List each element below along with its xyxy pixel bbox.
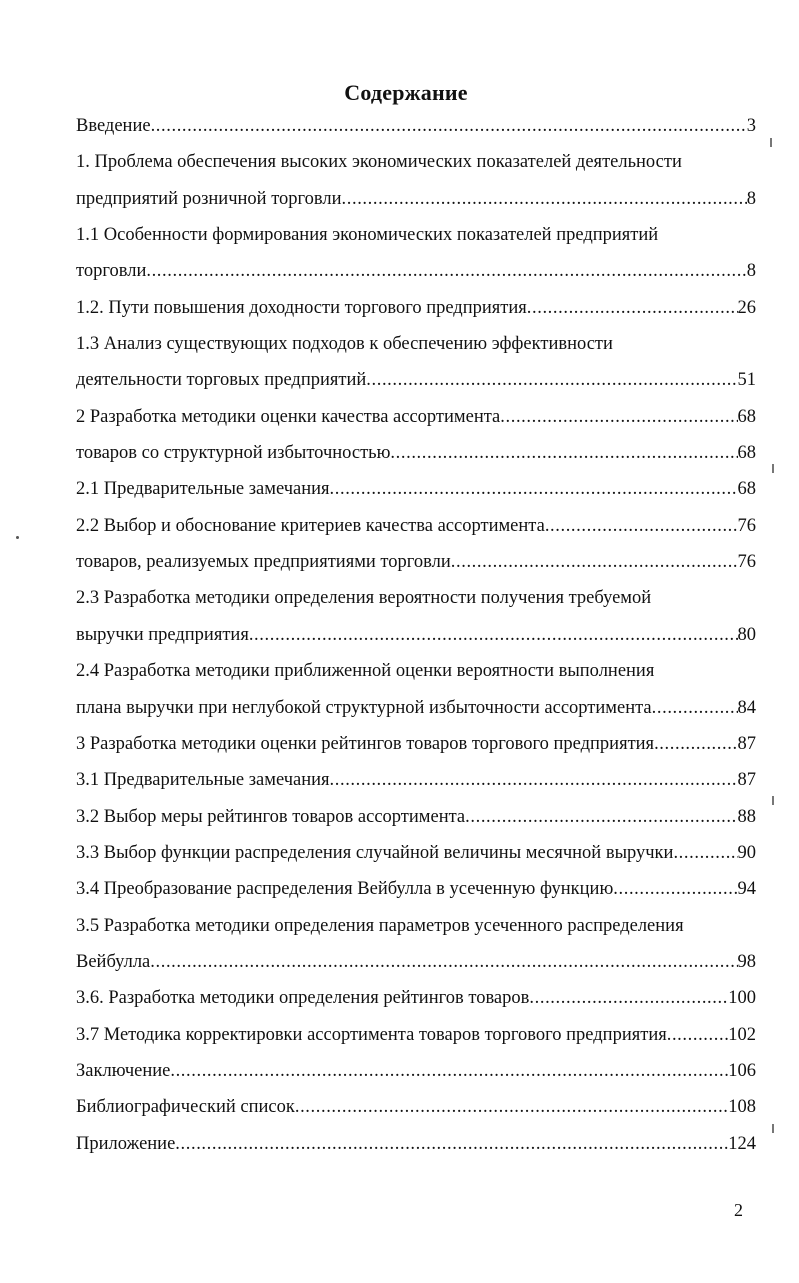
scan-mark bbox=[16, 536, 19, 539]
toc-entry-text: Вейбулла bbox=[76, 951, 151, 972]
dot-leader bbox=[529, 980, 728, 1016]
toc-entry-line bbox=[76, 653, 756, 689]
toc-entry-line bbox=[76, 290, 756, 326]
toc-entry-text: 3.4 Преобразование распределения Вейбулла в усеченную функцию bbox=[76, 879, 614, 900]
toc-entry-text: 3 Разработка методики оценки рейтингов товаров торгового предприятия bbox=[76, 733, 655, 754]
toc-page-number: 88 bbox=[737, 806, 756, 827]
toc-entry-text: торговли bbox=[76, 261, 147, 282]
toc-entry-line bbox=[76, 944, 756, 980]
toc-entry-text: Приложение bbox=[76, 1133, 176, 1154]
toc-page-number: 98 bbox=[737, 951, 756, 972]
toc-entry-line bbox=[76, 362, 756, 398]
scan-mark bbox=[772, 796, 774, 805]
toc-entry-text: 3.5 Разработка методики определения параметров усеченного распределения bbox=[76, 915, 684, 936]
toc-entry-line bbox=[76, 326, 756, 362]
dot-leader bbox=[652, 690, 738, 726]
toc-entry-line bbox=[76, 144, 756, 180]
toc-page-number: 68 bbox=[737, 479, 756, 500]
dot-leader bbox=[527, 290, 738, 326]
toc-page-number: 102 bbox=[728, 1024, 756, 1045]
dot-leader bbox=[366, 362, 737, 398]
toc-entry-line bbox=[76, 471, 756, 507]
toc-entry-text: товаров, реализуемых предприятиями торговли bbox=[76, 552, 451, 573]
toc-entry-line bbox=[76, 217, 756, 253]
toc-entry-line bbox=[76, 435, 756, 471]
toc-page-number: 100 bbox=[728, 988, 756, 1009]
scan-mark bbox=[772, 464, 774, 473]
toc-entry-text: 2.1 Предварительные замечания bbox=[76, 479, 330, 500]
dot-leader bbox=[451, 544, 738, 580]
toc-entry-line bbox=[76, 908, 756, 944]
toc-entry-line bbox=[76, 253, 756, 289]
toc-entry-text: Заключение bbox=[76, 1060, 171, 1081]
toc-page-number: 108 bbox=[728, 1097, 756, 1118]
toc-entry-line bbox=[76, 726, 756, 762]
toc-entry-text: 1.2. Пути повышения доходности торгового предприятия bbox=[76, 297, 527, 318]
toc-page-number: 68 bbox=[737, 443, 756, 464]
dot-leader bbox=[295, 1089, 728, 1125]
dot-leader bbox=[330, 471, 738, 507]
toc-entry-text: 3.2 Выбор меры рейтингов товаров ассортимента bbox=[76, 806, 466, 827]
toc-page-number: 90 bbox=[737, 842, 756, 863]
toc-entry-text: 3.7 Методика корректировки ассортимента товаров торгового предприятия bbox=[76, 1024, 667, 1045]
dot-leader bbox=[500, 399, 737, 435]
dot-leader bbox=[150, 944, 737, 980]
dot-leader bbox=[146, 253, 746, 289]
toc-entry-text: выручки предприятия bbox=[76, 624, 249, 645]
dot-leader bbox=[654, 726, 737, 762]
toc-entry-text: 3.6. Разработка методики определения рейтингов товаров bbox=[76, 988, 530, 1009]
toc-entry-line bbox=[76, 508, 756, 544]
dot-leader bbox=[667, 1017, 729, 1053]
dot-leader bbox=[170, 1053, 728, 1089]
toc-entry-text: товаров со структурной избыточностью bbox=[76, 443, 391, 464]
toc-entry-line bbox=[76, 181, 756, 217]
toc-entry-line bbox=[76, 799, 756, 835]
toc-entry-line bbox=[76, 871, 756, 907]
toc-entry-line bbox=[76, 399, 756, 435]
toc-entry-line bbox=[76, 835, 756, 871]
dot-leader bbox=[613, 871, 737, 907]
toc-entry-line bbox=[76, 1053, 756, 1089]
dot-leader bbox=[545, 508, 738, 544]
toc-entry-text: 2.3 Разработка методики определения вероятности получения требуемой bbox=[76, 588, 652, 609]
toc-entry-text: 2.2 Выбор и обоснование критериев качества ассортимента bbox=[76, 515, 545, 536]
toc-page-number: 84 bbox=[737, 697, 756, 718]
scan-mark bbox=[772, 1124, 774, 1133]
toc-page-number: 76 bbox=[737, 515, 756, 536]
dot-leader bbox=[390, 435, 737, 471]
toc-entry-text: Введение bbox=[76, 116, 151, 136]
toc-page-number: 124 bbox=[728, 1133, 756, 1154]
scan-mark bbox=[770, 138, 772, 147]
dot-leader bbox=[330, 762, 738, 798]
dot-leader bbox=[465, 799, 737, 835]
toc-page-number: 68 bbox=[737, 406, 756, 427]
toc-page-number: 87 bbox=[737, 770, 756, 791]
toc-entry-text: плана выручки при неглубокой структурной избыточности ассортимента bbox=[76, 697, 652, 718]
toc-page-number: 8 bbox=[746, 188, 756, 209]
toc-entry-line bbox=[76, 108, 756, 144]
toc-entry-text: деятельности торговых предприятий bbox=[76, 370, 367, 391]
toc-entry-line bbox=[76, 617, 756, 653]
toc-entry-line bbox=[76, 980, 756, 1016]
toc-entry-line bbox=[76, 762, 756, 798]
toc-entry-text: Библиографический список bbox=[76, 1097, 295, 1118]
toc-page-number: 26 bbox=[737, 297, 756, 318]
dot-leader bbox=[342, 181, 747, 217]
toc-page-number: 94 bbox=[737, 879, 756, 900]
toc-entry-line bbox=[76, 544, 756, 580]
toc-page-number: 76 bbox=[737, 552, 756, 573]
toc-entry-text: 2.4 Разработка методики приближенной оценки вероятности выполнения bbox=[76, 661, 655, 682]
toc-page-number: 51 bbox=[737, 370, 756, 391]
toc-entry-text: 3.3 Выбор функции распределения случайной величины месячной выручки bbox=[76, 842, 674, 863]
toc-page-number: 8 bbox=[746, 261, 756, 282]
toc-entry-text: предприятий розничной торговли bbox=[76, 188, 342, 209]
toc-entry-line bbox=[76, 580, 756, 616]
toc-entry-text: 1. Проблема обеспечения высоких экономических показателей деятельности bbox=[76, 152, 682, 173]
toc-entry-text: 1.1 Особенности формирования экономических показателей предприятий bbox=[76, 225, 659, 246]
toc-entry-text: 1.3 Анализ существующих подходов к обеспечению эффективности bbox=[76, 334, 613, 355]
toc-entry-text: 3.1 Предварительные замечания bbox=[76, 770, 330, 791]
toc-entry-text: 2 Разработка методики оценки качества ассортимента bbox=[76, 406, 501, 427]
dot-leader bbox=[249, 617, 738, 653]
dot-leader bbox=[175, 1126, 728, 1162]
toc-entry-line bbox=[76, 1017, 756, 1053]
toc-entry-line bbox=[76, 690, 756, 726]
dot-leader bbox=[151, 108, 747, 144]
dot-leader bbox=[673, 835, 737, 871]
toc-page-number: 87 bbox=[737, 733, 756, 754]
toc-entry-line bbox=[76, 1126, 756, 1162]
table-of-contents bbox=[76, 108, 756, 1162]
toc-page-number: 80 bbox=[737, 624, 756, 645]
toc-page-number: 106 bbox=[728, 1060, 756, 1081]
page-number: 2 bbox=[734, 1200, 743, 1220]
toc-title: Содержание bbox=[344, 80, 468, 105]
toc-entry-line bbox=[76, 1089, 756, 1125]
toc-page-number: 3 bbox=[746, 116, 756, 136]
